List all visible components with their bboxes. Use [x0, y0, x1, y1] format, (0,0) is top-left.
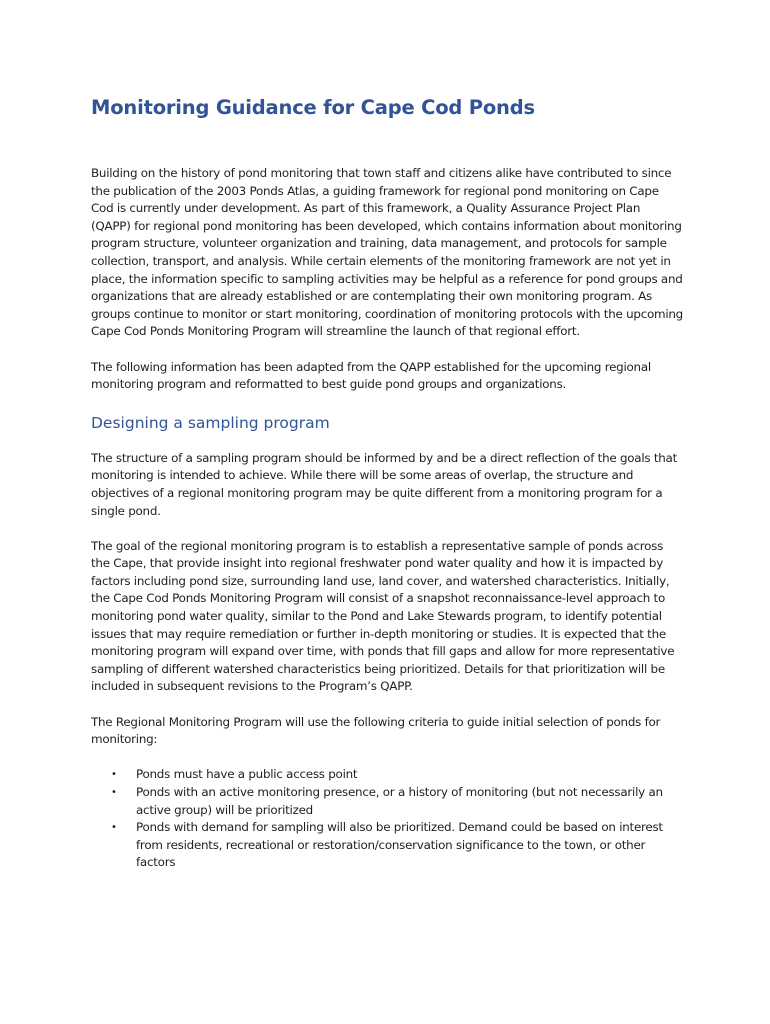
document-page: [91, 96, 683, 872]
intro-paragraph: Building on the history of pond monitoring that town staff and citizens alike have contributed to since the publication of the 2003 Ponds Atlas, a guiding framework for regional pond monitoring on Cape Cod is currently under development. As part of this framework, a Quality Assurance Project Plan (QAPP) for regional pond monitoring has been developed, which contains information about monitoring program structure, volunteer organization and training, data management, and protocols for sample collection, transport, and analysis. While certain elements of the monitoring framework are not yet in place, the information specific to sampling activities may be helpful as a reference for pond groups and organizations that are already established or are contemplating their own monitoring program. As groups continue to monitor or start monitoring, coordination of monitoring protocols with the upcoming Cape Cod Ponds Monitoring Program will streamline the launch of that regional effort.: [91, 166, 683, 339]
structure-paragraph: The structure of a sampling program should be informed by and be a direct reflection of the goals that monitoring is intended to achieve. While there will be some areas of overlap, the structure and objectives of a regional monitoring program may be quite different from a monitoring program for a single pond.: [91, 450, 677, 518]
adapted-paragraph: The following information has been adapted from the QAPP established for the upcoming regional monitoring program and reformatted to best guide pond groups and organizations.: [91, 359, 651, 392]
bullet-icon: •: [111, 822, 117, 834]
criteria-list: [91, 766, 683, 872]
list-item: [91, 819, 683, 872]
bullet-icon: •: [111, 769, 117, 781]
bullet-icon: •: [111, 787, 117, 798]
list-item: [91, 766, 683, 784]
list-item-text: Ponds must have a public access point: [136, 767, 358, 782]
list-item: [91, 784, 683, 819]
list-item-text: Ponds with an active monitoring presence, or a history of monitoring (but not necessarily an active group) will be prioritized: [136, 785, 663, 817]
document-title: Monitoring Guidance for Cape Cod Ponds: [91, 96, 535, 119]
goal-paragraph: The goal of the regional monitoring program is to establish a representative sample of ponds across the Cape, that provide insight into regional freshwater pond water quality and how it is impacted by factors including pond size, surrounding land use, land cover, and watershed characteristics. Initially, the Cape Cod Ponds Monitoring Program will consist of a snapshot reconnaissance-level approach to monitoring pond water quality, similar to the Pond and Lake Stewards program, to identify potential issues that may require remediation or further in-depth monitoring or studies. It is expected that the monitoring program will expand over time, with ponds that fill gaps and allow for more representative sampling of different watershed characteristics being prioritized. Details for that prioritization will be included in subsequent revisions to the Program’s QAPP.: [91, 538, 675, 694]
section-heading: Designing a sampling program: [91, 413, 330, 432]
criteria-intro: The Regional Monitoring Program will use the following criteria to guide initial selection of ponds for monitoring:: [91, 714, 661, 747]
list-item-text: Ponds with demand for sampling will also be prioritized. Demand could be based on interest from residents, recreational or restoration/conservation significance to the town, or other factors: [136, 820, 663, 870]
